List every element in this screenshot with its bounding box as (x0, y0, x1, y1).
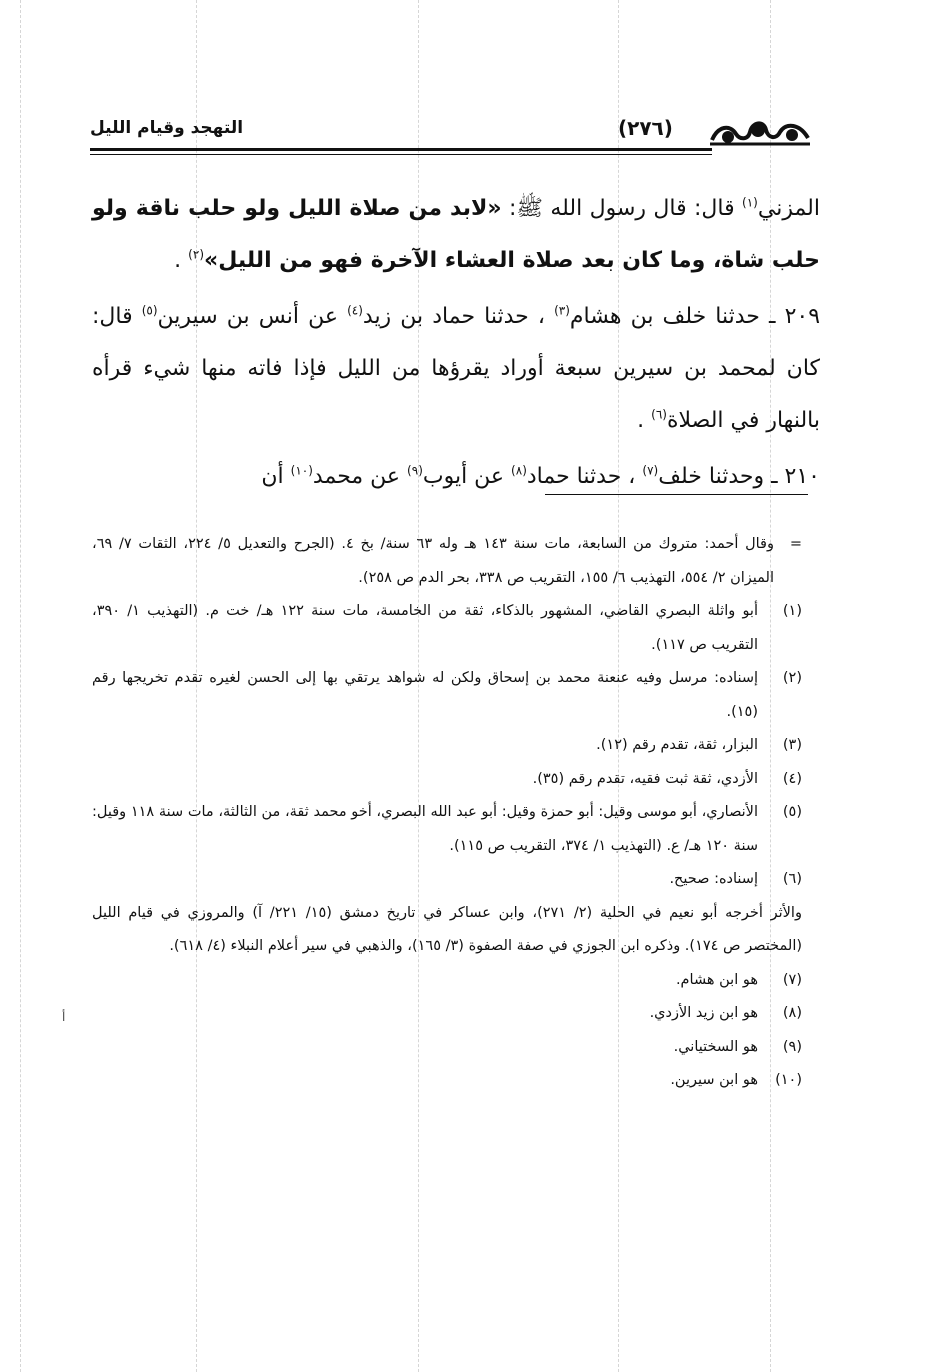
text-span: قال: كان لمحمد بن سيرين سبعة أوراد يقرؤها من الليل فإذا فاته منها شيء قرأه بالنهار في الصلاة (92, 304, 820, 433)
footnote-ref[interactable]: (٣) (554, 303, 570, 318)
footnote (92, 729, 802, 763)
footnote-text: البزار، ثقة، تقدم رقم (١٢). (596, 737, 758, 753)
footnote-ref[interactable]: (٤) (347, 303, 363, 318)
page-number: (٢٧٦) (618, 116, 673, 140)
footnote-ref[interactable]: (١٠) (290, 463, 313, 478)
footnote (92, 662, 802, 729)
footnote (92, 595, 802, 662)
footnote-ref[interactable]: (٧) (642, 463, 659, 478)
ornament-icon (708, 110, 812, 154)
footnote-number: (٧) (782, 971, 802, 988)
continuation-mark: = (789, 536, 802, 552)
scan-guide-line (20, 0, 21, 1372)
footnote-ref[interactable]: (٨) (511, 463, 527, 478)
footnote-number: (٦) (782, 871, 802, 887)
paragraph (92, 183, 820, 287)
footnote-text: الأنصاري، أبو موسى وقيل: أبو حمزة وقيل: أبو عبد الله البصري، أخو محمد ثقة، من الثالثة، مات سنة ١١٨ وقيل: سنة ١٢٠ هـ/ ع. (92, 804, 758, 854)
footnote-text: هو السختياني. (673, 1038, 758, 1055)
text-span: عن أيوب (422, 464, 512, 489)
footnote-text: وقال أحمد: متروك من السابعة، مات سنة ١٤٣ هـ وله ٦٣ سنة/ بخ ٤. (341, 536, 774, 552)
footnote (92, 863, 802, 897)
footnote-text: هو ابن هشام. (675, 971, 758, 988)
footnote-text: (الجرح والتعديل ٥/ ٢٢٤، الثقات ٧/ ٦٩، الميزان ٢/ ٥٥٤، التهذيب ٦/ ١٥٥، التقريب ص ٣٣٨، بحر الدم ص ٢٥٨). (92, 536, 774, 586)
footnote-number: (٤) (782, 770, 802, 787)
text-span: . (174, 248, 189, 273)
hadith-quote: «لابد من صلاة الليل ولو حلب ناقة ولو حلب شاة، وما كان بعد صلاة العشاء الآخرة فهو من الليل» (92, 196, 820, 273)
footnote (92, 796, 802, 863)
footnote-ref[interactable]: (٩) (407, 463, 423, 478)
footnote-ref[interactable]: (٦) (651, 407, 667, 422)
footnote (92, 964, 802, 998)
footnote-text: أبو واثلة البصري القاضي، المشهور بالذكاء، ثقة من الخامسة، مات سنة ١٢٢ هـ/ خت م. (205, 603, 758, 619)
text-span: ، حدثنا حماد بن زيد (362, 304, 555, 329)
footnote (92, 997, 802, 1031)
text-span: المزني (757, 196, 820, 221)
text-span: ٢١٠ ـ وحدثنا خلف (658, 464, 820, 489)
footnote-text: هو ابن زيد الأزدي. (649, 1005, 758, 1021)
footnote-text: إسناده: مرسل وفيه عنعنة محمد بن إسحاق ولكن له شواهد يرتقي بها إلى الحسن لغيره تقدم تخريجها رقم (١٥). (92, 670, 758, 720)
main-text (92, 183, 820, 503)
footnote-number: (٢) (782, 670, 802, 686)
paragraph (92, 451, 820, 503)
footnote-text: (التهذيب ١/ ٣٧٤، التقريب ص ١١٥). (449, 837, 662, 854)
footnote (92, 763, 802, 797)
footnote-number: (٣) (782, 737, 802, 753)
footnote-ref[interactable]: (٥) (141, 303, 158, 318)
text-span: أن (261, 464, 291, 489)
footnote (92, 1031, 802, 1065)
footnote-text: الأزدي، ثقة ثبت فقيه، تقدم رقم (٣٥). (532, 770, 758, 787)
footnote-ref[interactable]: (٢) (188, 247, 204, 262)
footnote-number: (٥) (782, 804, 802, 820)
footnote-ref[interactable]: (١) (742, 195, 758, 210)
text-span: عن محمد (312, 464, 408, 489)
footnote (92, 1064, 802, 1098)
header-rule (90, 148, 712, 151)
footnotes (92, 528, 802, 1098)
footnote-number: (٨) (782, 1005, 802, 1021)
running-title: التهجد وقيام الليل (90, 118, 244, 138)
footnote-separator (545, 494, 808, 495)
footnote-text: (التهذيب ١/ ٣٩٠، التقريب ص ١١٧). (92, 603, 758, 653)
margin-mark: أ (62, 1010, 66, 1024)
text-span: ٢٠٩ ـ حدثنا خلف بن هشام (569, 304, 821, 329)
footnote-paragraph (92, 897, 802, 964)
footnote-text: والأثر أخرجه أبو نعيم في الحلية (٢/ ٢٧١)، وابن عساكر في تاريخ دمشق (١٥/ ٢٢١/ آ) والمروزي في قيام الليل (المختصر ص ١٧٤). وذكره ابن الجوزي في صفة الصفوة (٣/ ١٦٥)، والذهبي في سير أعلام النبلاء (٤/ ٦١٨). (92, 904, 802, 954)
footnote-number: (١) (782, 603, 802, 619)
footnote-number: (١٠) (775, 1072, 802, 1088)
text-span: ، حدثنا حماد (526, 464, 643, 489)
text-span: عن أنس بن سيرين (157, 304, 348, 329)
text-span: قال: قال رسول الله ﷺ: (501, 196, 743, 221)
header-rule-thin (90, 154, 712, 155)
footnote-number: (٩) (782, 1038, 802, 1055)
paragraph (92, 291, 820, 447)
text-span: . (637, 408, 652, 433)
footnote-text: إسناده: صحيح. (669, 871, 758, 887)
footnote-text: هو ابن سيرين. (670, 1072, 758, 1088)
page-header (90, 110, 830, 170)
footnote-continuation (92, 528, 802, 595)
